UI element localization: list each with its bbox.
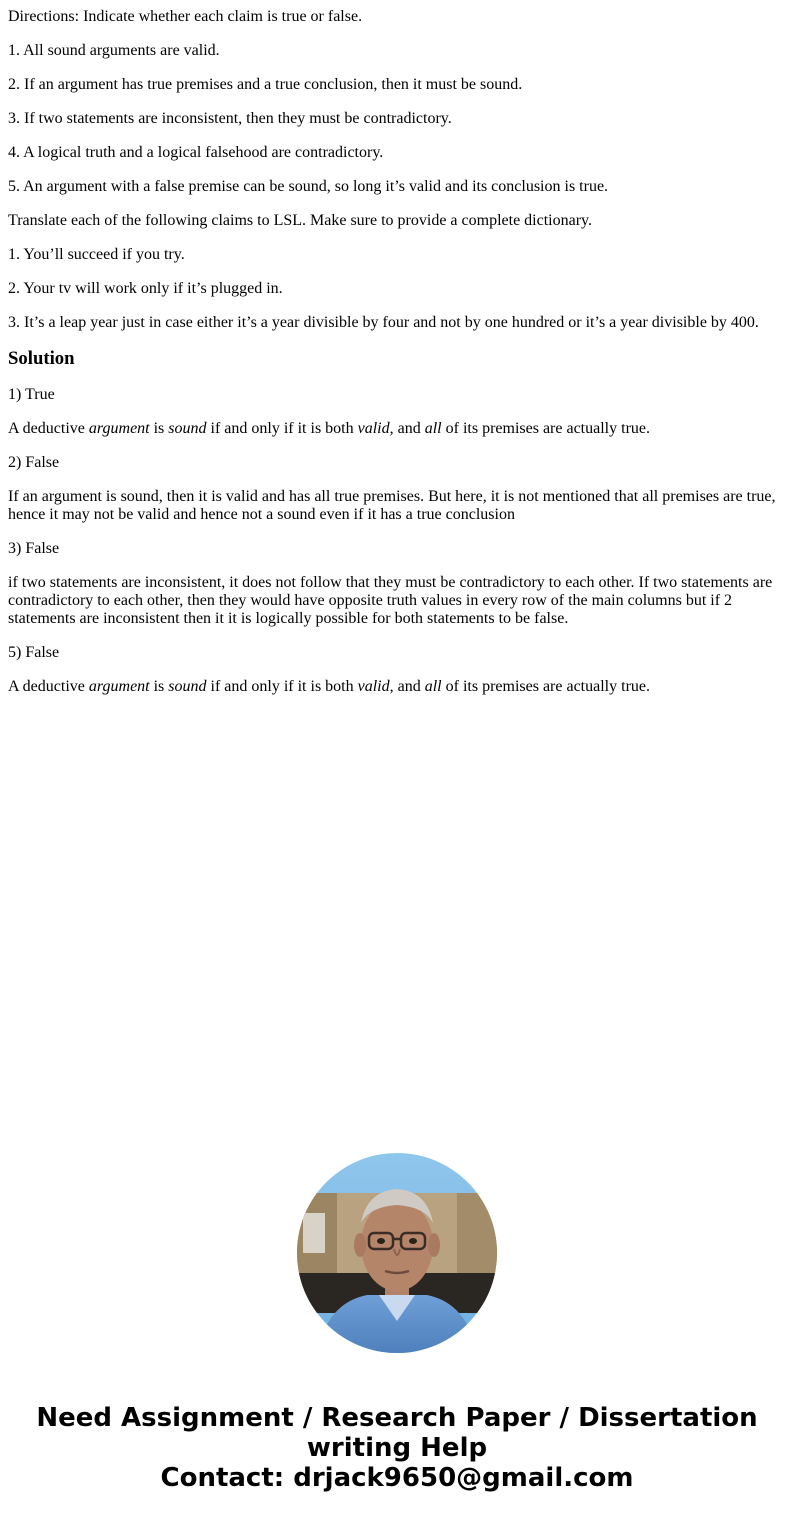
claim-2: 2. If an argument has true premises and a true conclusion, then it must be sound. (8, 76, 523, 93)
claim-1: 1. All sound arguments are valid. (8, 42, 220, 59)
answer-2: 2) False (8, 454, 60, 471)
term-valid: valid (357, 678, 390, 695)
definition-text: if and only if it is both (206, 420, 358, 437)
definition-text: is (149, 420, 169, 437)
term-argument: argument (88, 420, 150, 437)
definition-text: A deductive (8, 420, 89, 437)
term-all: all (424, 420, 442, 437)
definition-text: A deductive (8, 678, 89, 695)
translate-intro: Translate each of the following claims to LSL. Make sure to provide a complete dictionary. (8, 212, 592, 229)
definition-text: , and (389, 678, 425, 695)
term-sound: sound (168, 420, 207, 437)
directions-text: Directions: Indicate whether each claim is true or false. (8, 8, 363, 25)
definition-text: if and only if it is both (206, 678, 358, 695)
definition-text: , and (389, 420, 425, 437)
answer-3: 3) False (8, 540, 60, 557)
term-argument: argument (88, 678, 150, 695)
answer-5: 5) False (8, 644, 60, 661)
claim-3: 3. If two statements are inconsistent, then they must be contradictory. (8, 110, 452, 127)
claim-5: 5. An argument with a false premise can be sound, so long it’s valid and its conclusion is true. (8, 178, 609, 195)
document-body (8, 8, 786, 712)
term-valid: valid (357, 420, 390, 437)
translate-item-3: 3. It’s a leap year just in case either it’s a year divisible by four and not by one hundred or it’s a year divisible by 400. (8, 314, 759, 331)
explanation-2: If an argument is sound, then it is valid and has all true premises. But here, it is not mentioned that all premises are true, hence it may not be valid and hence not a sound even if it has a true conclusion (8, 488, 776, 523)
translate-item-1: 1. You’ll succeed if you try. (8, 246, 185, 263)
promo-line-1: Need Assignment / Research Paper / Dissertation (36, 1403, 758, 1433)
definition-text: of its premises are actually true. (441, 678, 650, 695)
avatar-portrait-image (297, 1153, 497, 1353)
avatar (297, 1153, 497, 1353)
promo-line-2: writing Help (306, 1433, 488, 1463)
claim-4: 4. A logical truth and a logical falsehood are contradictory. (8, 144, 384, 161)
definition-sound-2 (8, 678, 786, 696)
explanation-3: if two statements are inconsistent, it does not follow that they must be contradictory to each other. If two statements are contradictory to each other, then they would have opposite truth values in every row of the main columns but if 2 statements are inconsistent then it it is logically possible for both statements to be false. (8, 574, 773, 627)
term-sound: sound (168, 678, 207, 695)
solution-heading: Solution (8, 348, 75, 369)
promo-banner (0, 1403, 794, 1493)
term-all: all (424, 678, 442, 695)
answer-1: 1) True (8, 386, 55, 403)
translate-item-2: 2. Your tv will work only if it’s plugged in. (8, 280, 283, 297)
promo-contact: Contact: drjack9650@gmail.com (160, 1463, 634, 1493)
definition-sound-1 (8, 420, 786, 438)
definition-text: of its premises are actually true. (441, 420, 650, 437)
definition-text: is (149, 678, 169, 695)
